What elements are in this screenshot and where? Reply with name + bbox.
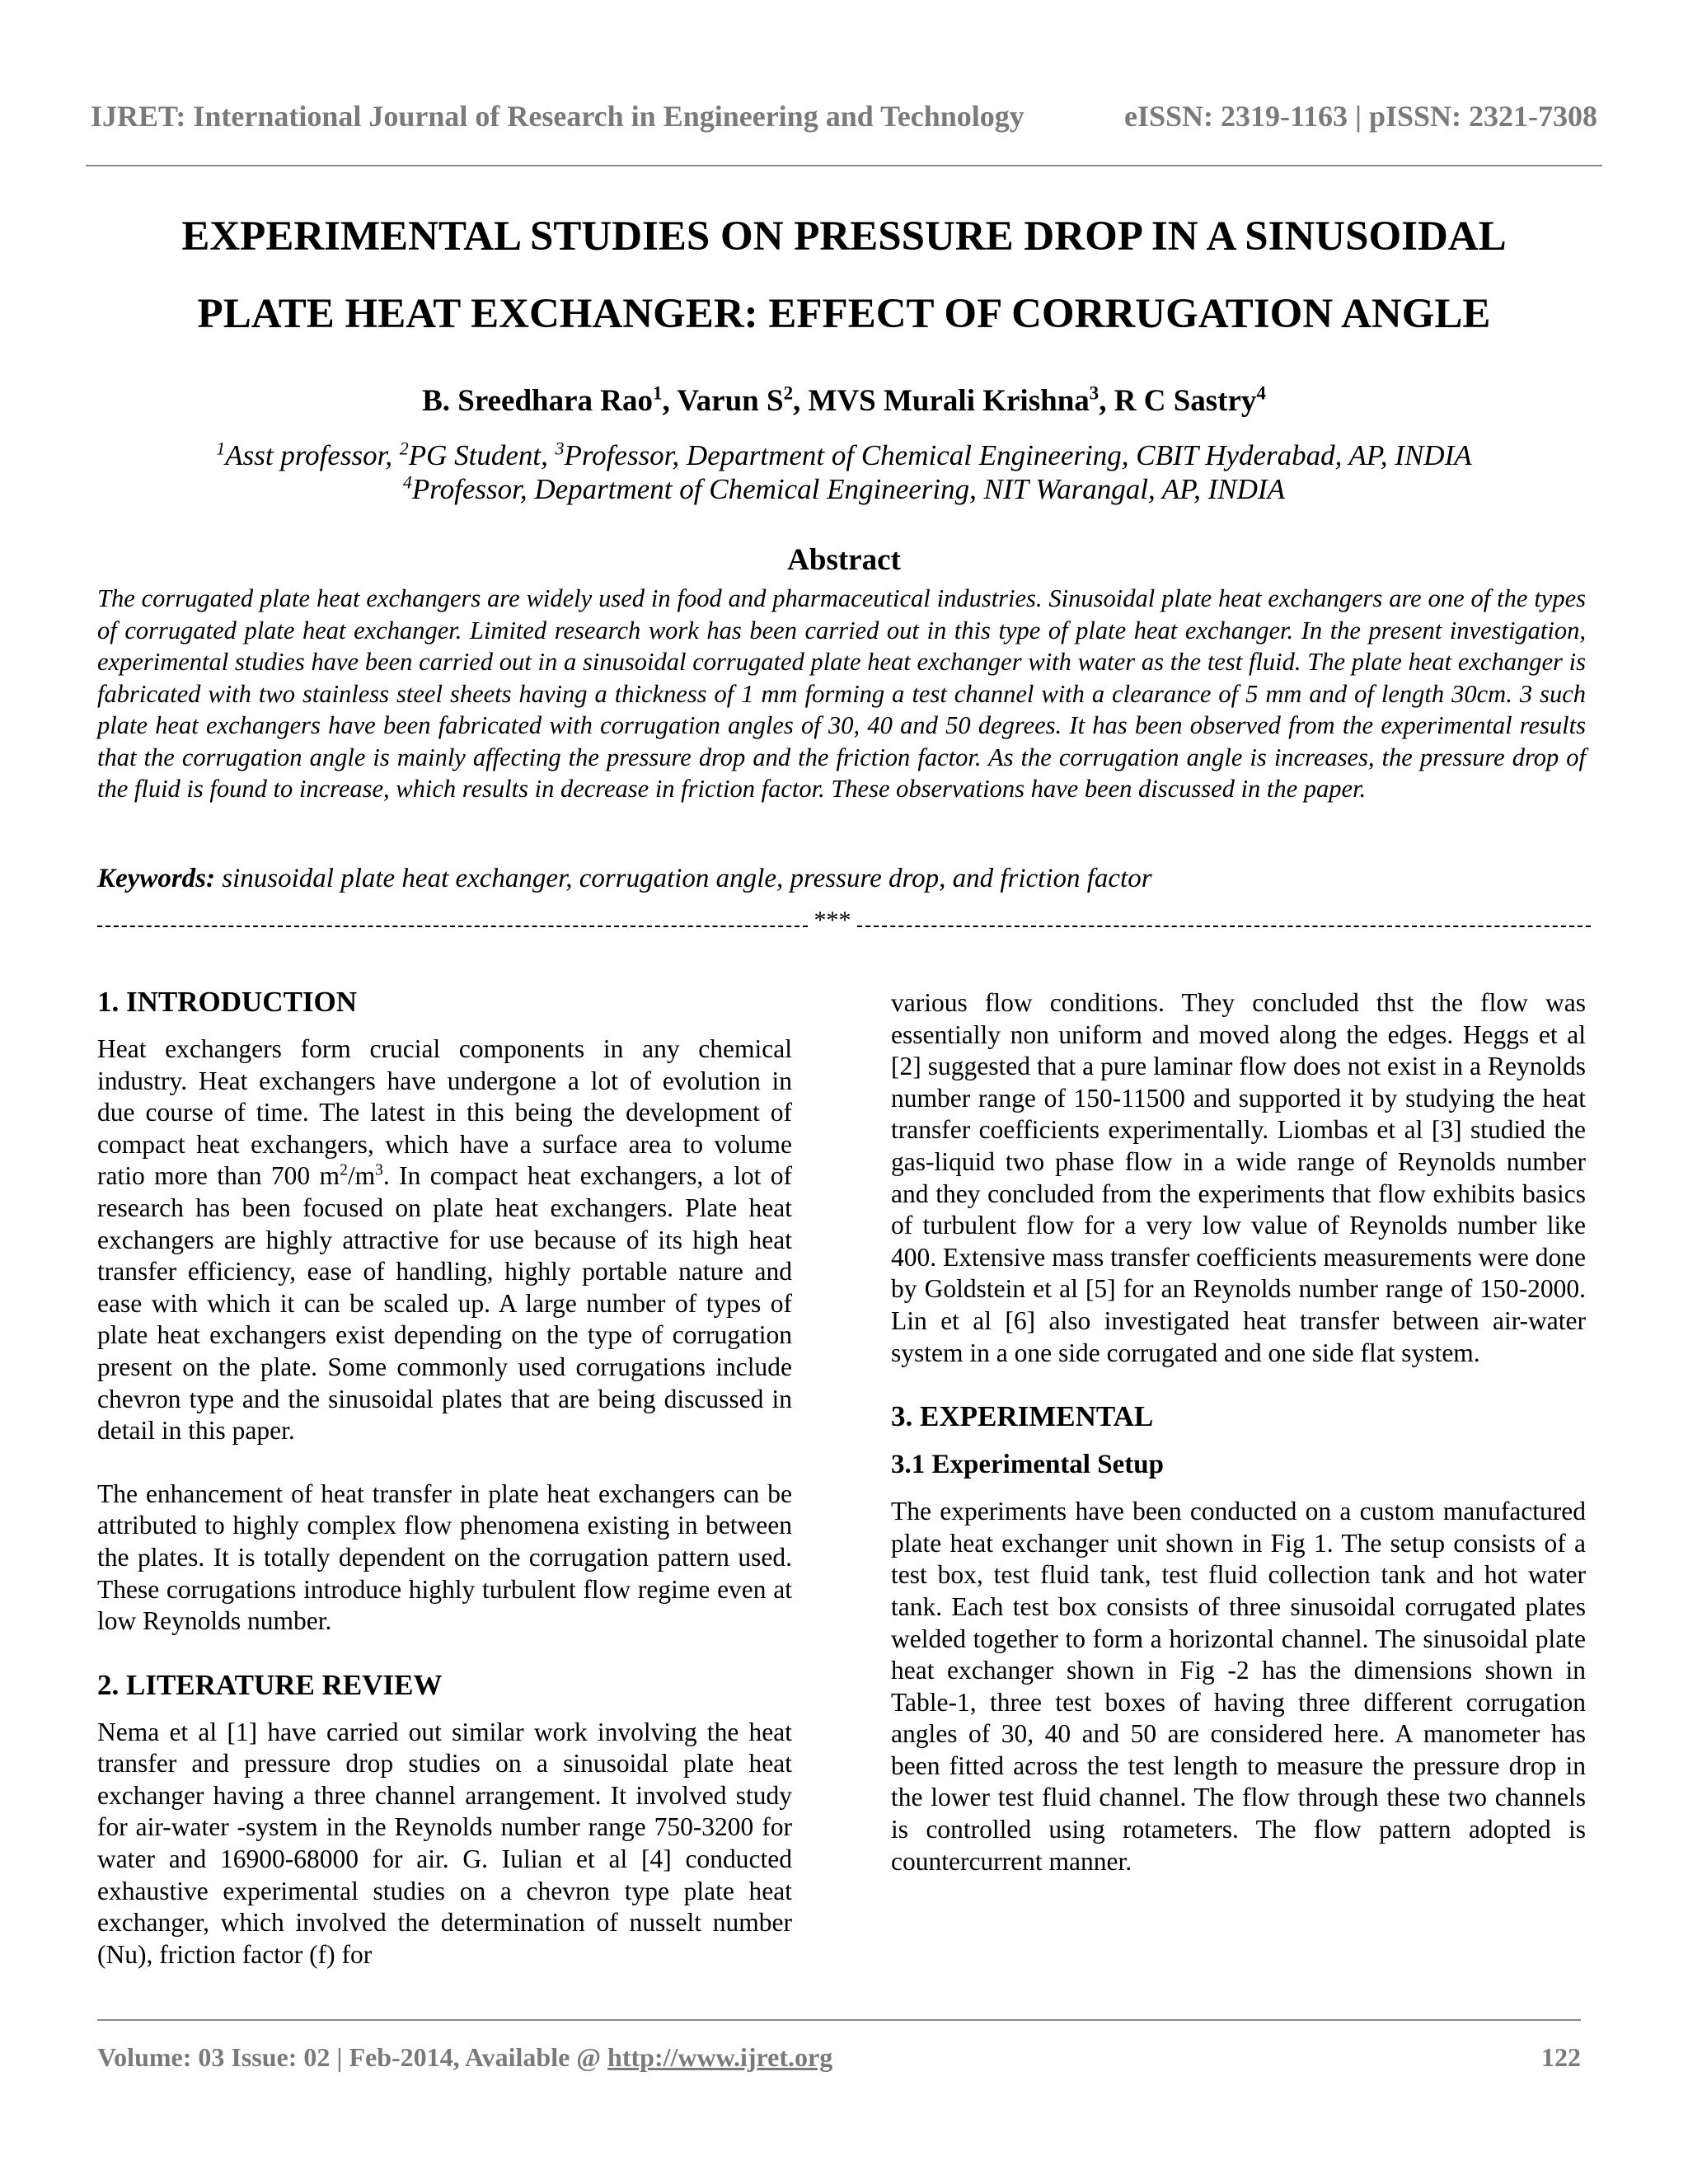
paper-title — [91, 198, 1597, 353]
journal-url-link[interactable]: http://www.ijret.org — [607, 2042, 833, 2072]
experimental-setup-heading: 3.1 Experimental Setup — [891, 1450, 1164, 1480]
affil-4-text: Professor, Department of Chemical Engineering, NIT Warangal, AP, INDIA — [411, 473, 1285, 505]
running-header — [91, 99, 1597, 140]
page-footer — [97, 2042, 1581, 2073]
author-1-sup: 1 — [653, 382, 663, 404]
separator-stars: *** — [814, 907, 851, 934]
separator-dash-left — [97, 926, 808, 927]
header-rule — [86, 165, 1602, 166]
author-1-sep: , — [662, 384, 678, 418]
affil-2-sup: 2 — [399, 438, 409, 459]
affiliation-line-1 — [91, 439, 1597, 472]
section-gap — [891, 1369, 1586, 1400]
title-line-1: EXPERIMENTAL STUDIES ON PRESSURE DROP IN A SINUSOIDAL — [181, 213, 1507, 260]
author-4-name: R C Sastry — [1114, 384, 1257, 418]
intro-heading: 1. INTRODUCTION — [97, 986, 358, 1018]
author-3-sep: , — [1099, 384, 1114, 418]
keywords-text: sinusoidal plate heat exchanger, corrugation angle, pressure drop, and friction factor — [215, 864, 1152, 893]
lit-review-paragraph-1-continued: various flow conditions. They concluded thst the flow was essentially non uniform and moved along the edges. Heggs et al [2] suggested that a pure laminar flow does not exist in a Reynolds number range of 150-11500 and supported it by studying the heat transfer coefficients experimentally. Liombas et al [3] studied the gas-liquid two phase flow in a wide range of Reynolds number and they concluded from the experiments that flow exhibits basics of turbulent flow for a very low value of Reynolds number like 400. Extensive mass transfer coefficients measurements were done by Goldstein et al [5] for an Reynolds number range of 150-2000. Lin et al [6] also investigated heat transfer between air-water system in a one side corrugated and one side flat system. — [891, 988, 1586, 1367]
abstract-heading: Abstract — [787, 543, 901, 577]
page-number: 122 — [1541, 2042, 1581, 2072]
left-column — [97, 986, 792, 1971]
intro-p1-part-a: Heat exchangers form crucial components in any chemical industry. Heat exchangers have undergone a lot of evolution in due course of time. The latest in this being the development of compact heat exchangers, which have a surface area to volume ratio more than 700 m — [97, 1034, 792, 1191]
title-line-2: PLATE HEAT EXCHANGER: EFFECT OF CORRUGATION ANGLE — [197, 291, 1491, 337]
lit-review-paragraph-1: Nema et al [1] have carried out similar work involving the heat transfer and pressure drop studies on a sinusoidal plate heat exchanger having a three channel arrangement. It involved study for air-water -system in the Reynolds number range 750-3200 for water and 16900-68000 for air. G. Iulian et al [4] conducted exhaustive experimental studies on a chevron type plate heat exchanger, which involved the determination of nusselt number (Nu), friction factor (f) for — [97, 1717, 792, 1969]
affil-4-sup: 4 — [403, 472, 412, 493]
author-2-sep: , — [793, 384, 809, 418]
author-2-name: Varun S — [677, 384, 784, 418]
affiliation-line-2 — [91, 473, 1597, 506]
affil-3-sup: 3 — [555, 438, 565, 459]
lit-review-heading: 2. LITERATURE REVIEW — [97, 1668, 443, 1701]
experimental-setup-paragraph: The experiments have been conducted on a custom manufactured plate heat exchanger unit shown in Fig 1. The setup consists of a test box, test fluid tank, test fluid collection tank and hot water tank. Each test box consists of three sinusoidal corrugated plates welded together to form a horizontal channel. The sinusoidal plate heat exchanger shown in Fig -2 has the dimensions shown in Table-1, three test boxes of having three different corrugation angles of 30, 40 and 50 are considered here. A manometer has been fitted across the test length to measure the pressure drop in the lower test fluid channel. The flow through these two channels is controlled using rotameters. The flow pattern adopted is countercurrent manner. — [891, 1497, 1586, 1876]
affil-2-text: PG Student, — [408, 439, 556, 471]
intro-paragraph-2: The enhancement of heat transfer in plate heat exchangers can be attributed to highly complex flow phenomena existing in between the plates. It is totally dependent on the corrugation pattern used. These corrugations introduce highly turbulent flow regime even at low Reynolds number. — [97, 1479, 792, 1636]
author-4-sup: 4 — [1256, 382, 1266, 404]
separator-dash-right — [857, 926, 1591, 927]
author-3-name: MVS Murali Krishna — [808, 384, 1090, 418]
section-gap — [97, 1638, 792, 1669]
affil-3-text: Professor, Department of Chemical Engineering, CBIT Hyderabad, AP, INDIA — [564, 439, 1472, 471]
affil-1-text: Asst professor, — [225, 439, 400, 471]
experimental-heading: 3. EXPERIMENTAL — [891, 1400, 1154, 1433]
keywords-label: Keywords: — [97, 864, 215, 893]
intro-p1-sup-1: 2 — [340, 1161, 348, 1179]
issn: eISSN: 2319-1163 | pISSN: 2321-7308 — [1124, 100, 1597, 133]
author-3-sup: 3 — [1089, 382, 1100, 404]
section-separator — [97, 907, 1591, 934]
paragraph-gap — [97, 1447, 792, 1479]
footer-rule — [97, 2019, 1581, 2021]
intro-p1-sup-2: 3 — [375, 1161, 383, 1179]
author-list — [91, 383, 1597, 419]
intro-p1-part-c: . In compact heat exchangers, a lot of research has been focused on plate heat exchangers. Plate heat exchangers are highly attractive for use because of its high heat transfer efficiency, ease of handling, highly portable nature and ease with which it can be scaled up. A large number of types of plate heat exchangers exist depending on the type of corrugation present on the plate. Some commonly used corrugations include chevron type and the sinusoidal plates that are being discussed in detail in this paper. — [97, 1161, 792, 1446]
author-1-name: B. Sreedhara Rao — [422, 384, 654, 418]
affil-1-sup: 1 — [216, 438, 226, 459]
journal-name: IJRET: International Journal of Research in Engineering and Technology — [91, 100, 1025, 133]
keywords — [97, 864, 1591, 894]
intro-p1-part-b: /m — [347, 1161, 376, 1191]
right-column — [891, 987, 1586, 1877]
author-2-sup: 2 — [783, 382, 794, 404]
abstract-text: The corrugated plate heat exchangers are widely used in food and pharmaceutical industries. Sinusoidal plate heat exchangers are one of the types of corrugated plate heat exchanger. Limited research work has been carried out in this type of plate heat exchanger. In the present investigation, experimental studies have been carried out in a sinusoidal corrugated plate heat exchanger with water as the test fluid. The plate heat exchanger is fabricated with two stainless steel sheets having a thickness of 1 mm forming a test channel with a clearance of 5 mm and of length 30cm. 3 such plate heat exchangers have been fabricated with corrugation angles of 30, 40 and 50 degrees. It has been observed from the experimental results that the corrugation angle is mainly affecting the pressure drop and the friction factor. As the corrugation angle is increases, the pressure drop of the fluid is found to increase, which results in decrease in friction factor. These observations have been discussed in the paper. — [97, 584, 1586, 803]
volume-info: Volume: 03 Issue: 02 | Feb-2014, Available @ — [97, 2042, 608, 2072]
intro-paragraph-1 — [97, 1033, 792, 1447]
